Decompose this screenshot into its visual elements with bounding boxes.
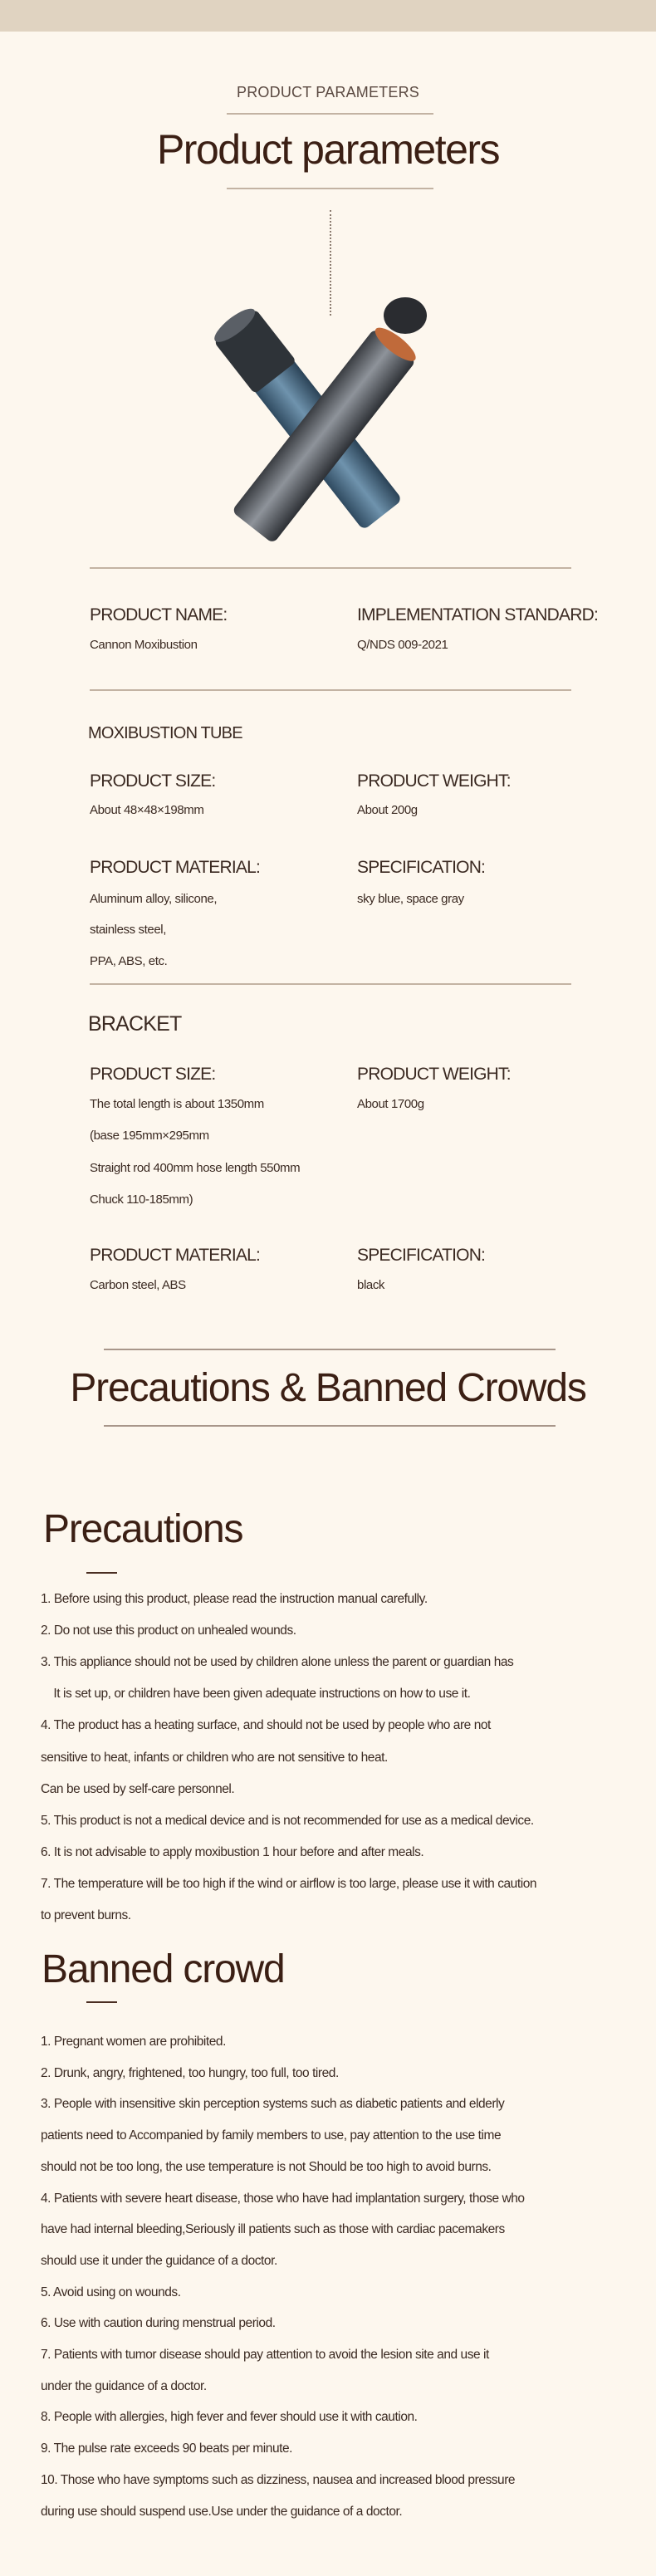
section-title: Precautions & Banned Crowds (70, 1366, 586, 1410)
bracket-material-label: PRODUCT MATERIAL: (90, 1246, 260, 1265)
tube-weight-value: About 200g (357, 803, 418, 817)
precautions-line: 6. It is not advisable to apply moxibustion 1 hour before and after meals. (41, 1844, 424, 1859)
banned-line: should not be too long, the use temperature is not Should be too high to avoid burns. (41, 2159, 492, 2174)
banned-line: 9. The pulse rate exceeds 90 beats per minute. (41, 2441, 292, 2456)
tube-spec-value: sky blue, space gray (357, 892, 464, 906)
bracket-size-label: PRODUCT SIZE: (90, 1065, 216, 1084)
product-image (183, 282, 465, 548)
bracket-size-line: Straight rod 400mm hose length 550mm (90, 1161, 301, 1175)
top-banner (0, 0, 656, 32)
banned-line: 1. Pregnant women are prohibited. (41, 2035, 226, 2049)
divider (104, 1349, 556, 1350)
tube-weight-label: PRODUCT WEIGHT: (357, 771, 511, 791)
precautions-line: 2. Do not use this product on unhealed wounds. (41, 1623, 296, 1638)
precautions-line: It is set up, or children have been given adequate instructions on how to use it. (41, 1687, 471, 1702)
banned-line: during use should suspend use.Use under the guidance of a doctor. (41, 2504, 403, 2519)
divider (90, 567, 571, 569)
standard-value: Q/NDS 009-2021 (357, 638, 448, 652)
banned-heading: Banned crowd (42, 1947, 285, 1991)
tube-material-line: stainless steel, (90, 923, 166, 937)
bracket-material-value: Carbon steel, ABS (90, 1278, 186, 1292)
banned-line: 5. Avoid using on wounds. (41, 2285, 181, 2299)
bracket-section-title: BRACKET (88, 1012, 182, 1036)
precautions-line: Can be used by self-care personnel. (41, 1781, 235, 1796)
bracket-spec-label: SPECIFICATION: (357, 1246, 486, 1265)
bracket-spec-value: black (357, 1278, 385, 1292)
tube-material-label: PRODUCT MATERIAL: (90, 858, 260, 877)
bracket-size-line: (base 195mm×295mm (90, 1129, 209, 1143)
precautions-line: 3. This appliance should not be used by children alone unless the parent or guardian has (41, 1655, 514, 1670)
tube-spec-label: SPECIFICATION: (357, 858, 486, 877)
divider (104, 1425, 556, 1427)
banned-line: 10. Those who have symptoms such as dizziness, nausea and increased blood pressure (41, 2472, 516, 2487)
precautions-line: 4. The product has a heating surface, and should not be used by people who are not (41, 1718, 491, 1733)
precautions-heading: Precautions (43, 1507, 243, 1551)
bracket-size-line: Chuck 110-185mm) (90, 1193, 193, 1207)
divider (90, 689, 571, 691)
tube-material-line: Aluminum alloy, silicone, (90, 892, 218, 906)
heading-underline (86, 1572, 117, 1574)
banned-line: 4. Patients with severe heart disease, those who have had implantation surgery, those who (41, 2191, 525, 2206)
tube-section-title: MOXIBUSTION TUBE (88, 724, 242, 742)
banned-line: 8. People with allergies, high fever and fever should use it with caution. (41, 2410, 418, 2425)
banned-line: under the guidance of a doctor. (41, 2378, 207, 2393)
bracket-weight-value: About 1700g (357, 1097, 424, 1111)
divider (90, 983, 571, 985)
bracket-weight-label: PRODUCT WEIGHT: (357, 1065, 511, 1084)
tube-size-value: About 48×48×198mm (90, 803, 204, 817)
banned-line: 7. Patients with tumor disease should pay attention to avoid the lesion site and use it (41, 2348, 489, 2362)
banned-line: 3. People with insensitive skin perception systems such as diabetic patients and elderly (41, 2097, 505, 2112)
section-kicker: PRODUCT PARAMETERS (237, 84, 419, 100)
heading-underline (86, 2001, 117, 2003)
precautions-line: sensitive to heat, infants or children who are not sensitive to heat. (41, 1750, 388, 1765)
banned-line: 6. Use with caution during menstrual period. (41, 2316, 276, 2331)
precautions-line: 1. Before using this product, please read the instruction manual carefully. (41, 1592, 428, 1606)
standard-label: IMPLEMENTATION STANDARD: (357, 605, 598, 624)
page-title: Product parameters (156, 126, 500, 173)
divider (227, 188, 433, 189)
precautions-line: 5. This product is not a medical device and is not recommended for use as a medical device. (41, 1813, 534, 1828)
bracket-size-line: The total length is about 1350mm (90, 1097, 264, 1111)
precautions-line: to prevent burns. (41, 1908, 131, 1922)
tube-size-label: PRODUCT SIZE: (90, 771, 216, 791)
banned-line: 2. Drunk, angry, frightened, too hungry, too full, too tired. (41, 2065, 339, 2080)
tube-material-line: PPA, ABS, etc. (90, 954, 168, 968)
product-name-value: Cannon Moxibustion (90, 638, 198, 652)
banned-line: patients need to Accompanied by family members to use, pay attention to the use time (41, 2128, 502, 2143)
precautions-line: 7. The temperature will be too high if the wind or airflow is too large, please use it with caution (41, 1876, 537, 1891)
divider (227, 113, 433, 115)
banned-line: should use it under the guidance of a doctor. (41, 2253, 277, 2268)
product-name-label: PRODUCT NAME: (90, 605, 228, 624)
banned-line: have had internal bleeding,Seriously ill patients such as those with cardiac pacemakers (41, 2222, 505, 2237)
